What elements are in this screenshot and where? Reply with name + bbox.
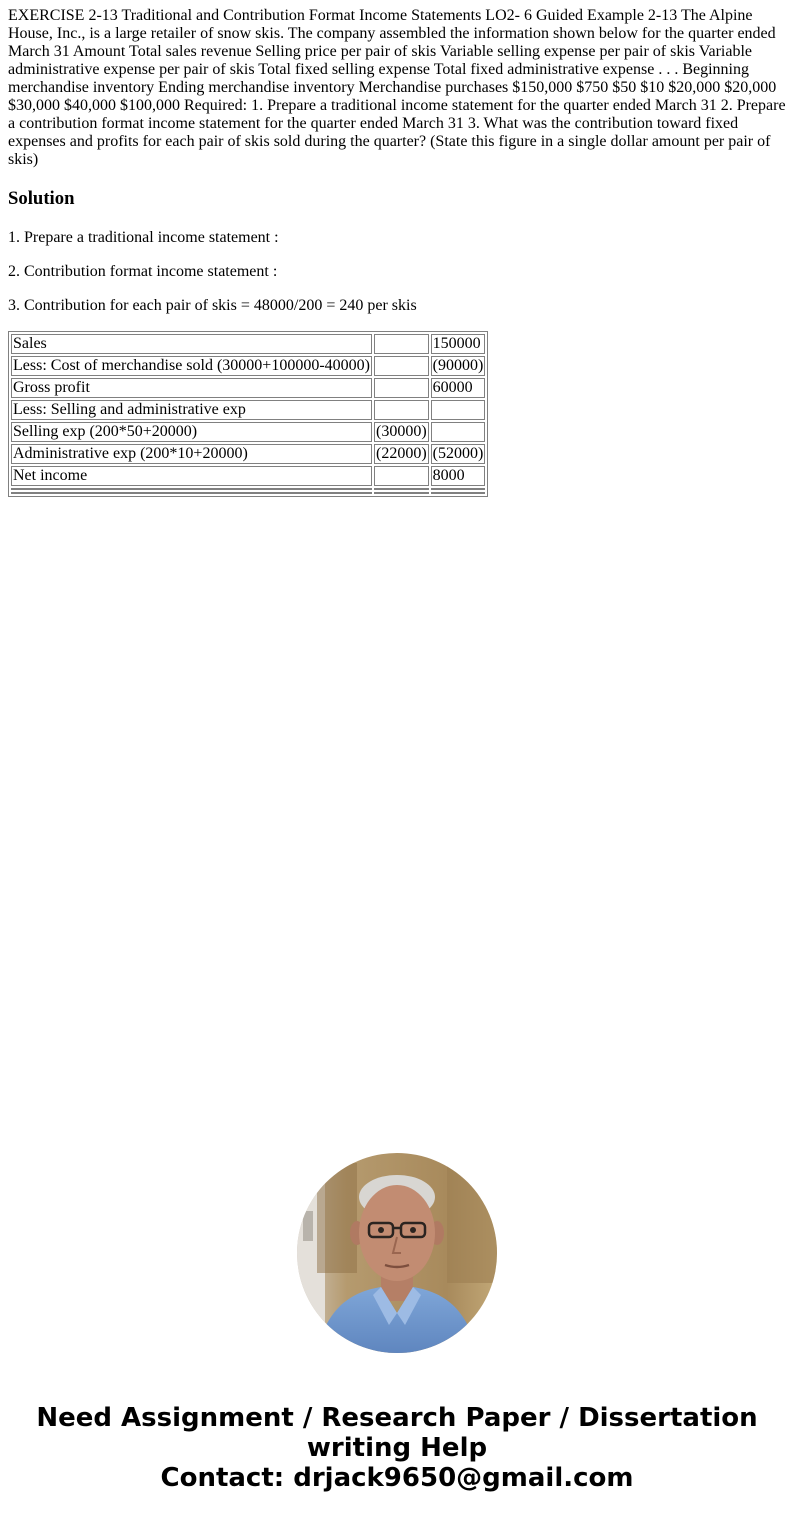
footer-line-1: Need Assignment / Research Paper / Dissertation xyxy=(36,1403,758,1433)
row-label: Less: Cost of merchandise sold (30000+100000-40000) xyxy=(13,357,370,374)
row-subtotal xyxy=(374,378,429,398)
row-total: 60000 xyxy=(431,378,486,398)
row-total xyxy=(431,422,486,442)
solution-heading: Solution xyxy=(8,188,75,209)
row-subtotal: (30000) xyxy=(375,423,427,440)
portrait-image xyxy=(297,1153,497,1353)
row-label: Selling exp (200*50+20000) xyxy=(11,422,372,442)
row-label: Sales xyxy=(11,334,372,354)
table-row xyxy=(11,422,485,442)
table-row xyxy=(11,356,485,376)
question-text: EXERCISE 2-13 Traditional and Contribution Format Income Statements LO2- 6 Guided Example 2-13 The Alpine House, Inc., is a large retailer of snow skis. The company assembled the information shown below for the quarter ended March 31 Amount Total sales revenue Selling price per pair of skis Variable selling expense per pair of skis Variable administrative expense per pair of skis Total fixed selling expense Total fixed administrative expense . . . Beginning merchandise inventory Ending merchandise inventory Merchandise purchases $150,000 $750 $50 $10 $20,000 $20,000 $30,000 $40,000 $100,000 Required: 1. Prepare a traditional income statement for the quarter ended March 31 2. Prepare a contribution format income statement for the quarter ended March 31 3. What was the contribution toward fixed expenses and profits for each pair of skis sold during the quarter? (State this figure in a single dollar amount per pair of skis) xyxy=(8,7,786,168)
row-total xyxy=(431,492,486,494)
table-row xyxy=(11,334,485,354)
author-photo xyxy=(297,1153,497,1353)
table-row xyxy=(11,444,485,464)
row-label xyxy=(11,492,372,494)
row-total xyxy=(431,400,486,420)
row-total: 8000 xyxy=(431,466,486,486)
row-subtotal xyxy=(374,488,429,490)
row-label: Administrative exp (200*10+20000) xyxy=(11,444,372,464)
row-total: (52000) xyxy=(432,445,484,462)
footer-advertisement xyxy=(0,1403,794,1493)
row-subtotal xyxy=(374,400,429,420)
row-total xyxy=(431,488,486,490)
row-subtotal xyxy=(374,356,429,376)
row-subtotal xyxy=(374,492,429,494)
row-subtotal xyxy=(374,466,429,486)
solution-step-1: 1. Prepare a traditional income statement : xyxy=(8,229,279,246)
solution-step-3: 3. Contribution for each pair of skis = 48000/200 = 240 per skis xyxy=(8,297,417,314)
table-row-empty xyxy=(11,488,485,490)
row-label: Gross profit xyxy=(11,378,372,398)
row-total: 150000 xyxy=(431,334,486,354)
income-statement-table xyxy=(8,331,488,497)
table-row-empty xyxy=(11,492,485,494)
row-total: (90000) xyxy=(432,357,484,374)
row-label: Less: Selling and administrative exp xyxy=(11,400,372,420)
table-row xyxy=(11,466,485,486)
row-subtotal: (22000) xyxy=(375,445,427,462)
footer-line-2: writing Help xyxy=(306,1433,488,1463)
row-subtotal xyxy=(374,334,429,354)
footer-contact: Contact: drjack9650@gmail.com xyxy=(160,1463,634,1493)
row-label: Net income xyxy=(11,466,372,486)
row-label xyxy=(11,488,372,490)
solution-step-2: 2. Contribution format income statement : xyxy=(8,263,278,280)
table-row xyxy=(11,400,485,420)
table-row xyxy=(11,378,485,398)
